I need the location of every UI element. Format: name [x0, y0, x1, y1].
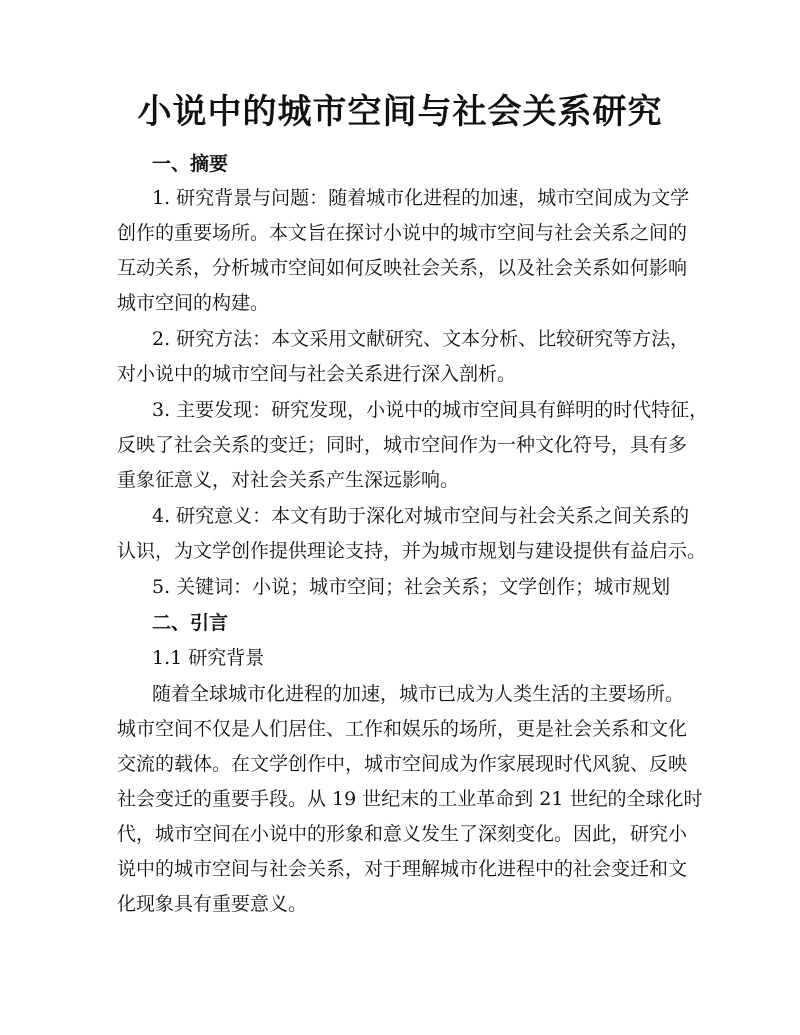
paragraph-line: 反映了社会关系的变迁；同时，城市空间作为一种文化符号，具有多	[117, 434, 688, 456]
paragraph-line: 城市空间不仅是人们居住、工作和娱乐的场所，更是社会关系和文化	[117, 718, 688, 740]
paragraph-line: 对小说中的城市空间与社会关系进行深入剖析。	[117, 363, 517, 385]
paragraph-line: 重象征意义，对社会关系产生深远影响。	[117, 469, 460, 491]
paragraph-line: 说中的城市空间与社会关系，对于理解城市化进程中的社会变迁和文	[117, 858, 688, 880]
paragraph-line: 3. 主要发现：研究发现，小说中的城市空间具有鲜明的时代特征，	[152, 399, 709, 421]
paragraph-line: 交流的载体。在文学创作中，城市空间成为作家展现时代风貌、反映	[117, 753, 688, 775]
paragraph-line: 随着全球城市化进程的加速，城市已成为人类生活的主要场所。	[152, 683, 685, 705]
subsection-heading: 1.1 研究背景	[152, 647, 265, 669]
paragraph-line: 5. 关键词：小说；城市空间；社会关系；文学创作；城市规划	[152, 576, 671, 598]
section-heading-abstract: 一、摘要	[152, 153, 229, 175]
paragraph-line: 社会变迁的重要手段。从 19 世纪末的工业革命到 21 世纪的全球化时	[117, 788, 703, 810]
paragraph-line: 4. 研究意义：本文有助于深化对城市空间与社会关系之间关系的	[152, 505, 690, 527]
document-title: 小说中的城市空间与社会关系研究	[137, 92, 663, 132]
section-heading-intro: 二、引言	[152, 612, 229, 634]
paragraph-line: 创作的重要场所。本文旨在探讨小说中的城市空间与社会关系之间的	[117, 222, 688, 244]
paragraph-line: 化现象具有重要意义。	[117, 893, 308, 915]
paragraph-line: 城市空间的构建。	[117, 292, 270, 314]
paragraph-line: 代，城市空间在小说中的形象和意义发生了深刻变化。因此，研究小	[117, 823, 688, 845]
paragraph-line: 认识，为文学创作提供理论支持，并为城市规划与建设提供有益启示。	[117, 540, 707, 562]
paragraph-line: 2. 研究方法：本文采用文献研究、文本分析、比较研究等方法，	[152, 328, 690, 350]
paragraph-line: 互动关系，分析城市空间如何反映社会关系，以及社会关系如何影响	[117, 257, 688, 279]
paragraph-line: 1. 研究背景与问题：随着城市化进程的加速，城市空间成为文学	[152, 187, 690, 209]
